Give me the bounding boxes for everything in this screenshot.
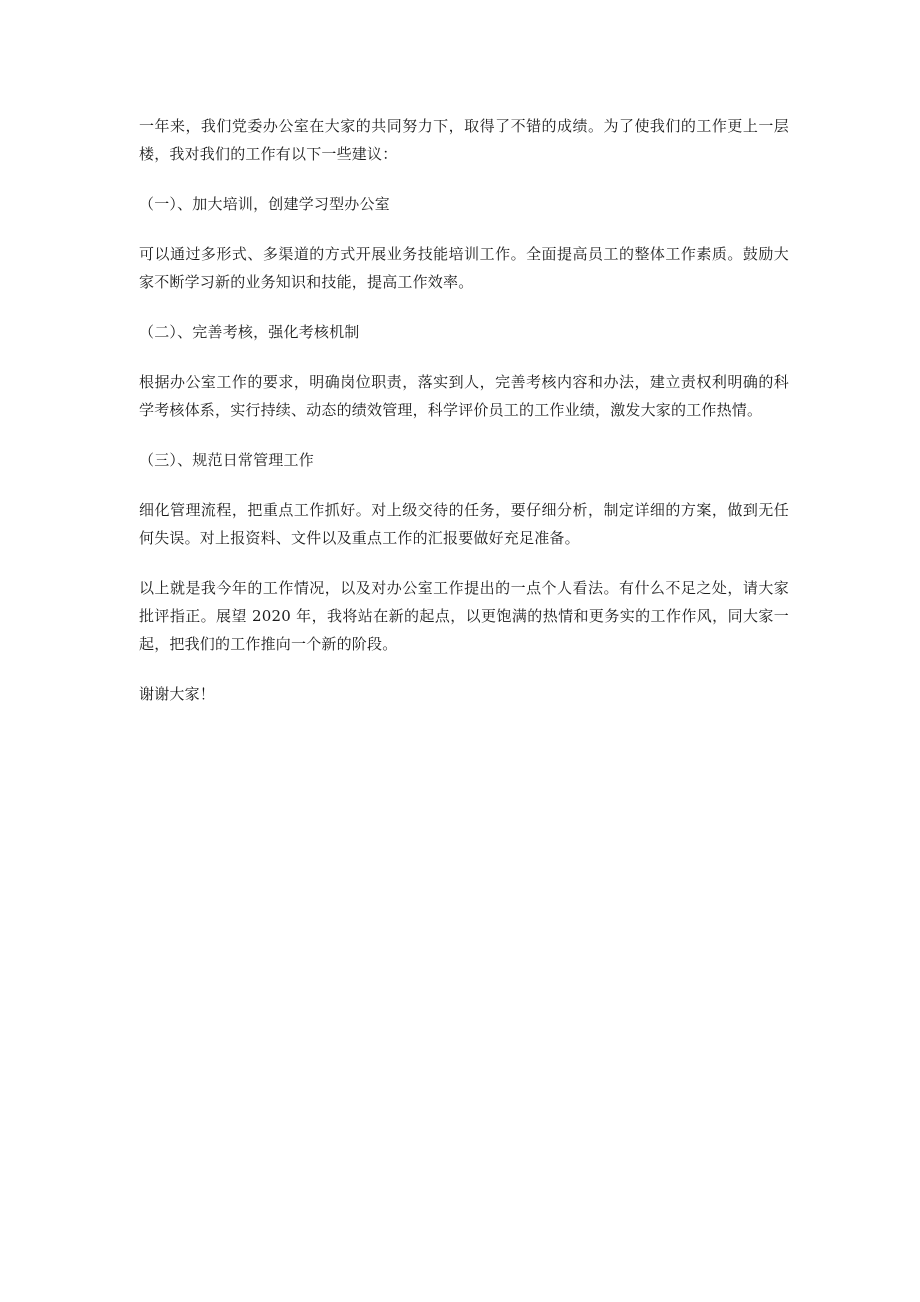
closing-line: 谢谢大家！ (139, 685, 216, 703)
section-1-paragraph: 可以通过多形式、多渠道的方式开展业务技能培训工作。全面提高员工的整体工作素质。鼓励大家不断学习新的业务知识和技能，提高工作效率。 (139, 245, 789, 291)
section-2-paragraph: 根据办公室工作的要求，明确岗位职责，落实到人，完善考核内容和办法，建立责权利明确的科学考核体系，实行持续、动态的绩效管理，科学评价员工的工作业绩，激发大家的工作热情。 (139, 373, 789, 419)
intro-paragraph: 一年来，我们党委办公室在大家的共同努力下，取得了不错的成绩。为了使我们的工作更上一层楼，我对我们的工作有以下一些建议： (139, 117, 789, 163)
section-heading-1: （一）、加大培训，创建学习型办公室 (139, 195, 390, 213)
section-heading-2: （二）、完善考核，强化考核机制 (139, 323, 360, 341)
section-3-paragraph: 细化管理流程，把重点工作抓好。对上级交待的任务，要仔细分析，制定详细的方案，做到无任何失误。对上报资料、文件以及重点工作的汇报要做好充足准备。 (139, 501, 789, 547)
document-body (139, 112, 789, 708)
summary-paragraph: 以上就是我今年的工作情况，以及对办公室工作提出的一点个人看法。有什么不足之处，请大家批评指正。展望 2020 年，我将站在新的起点，以更饱满的热情和更务实的工作作风，同大家一起，把我们的工作推向一个新的阶段。 (139, 579, 789, 653)
section-heading-3: （三）、规范日常管理工作 (139, 451, 314, 469)
